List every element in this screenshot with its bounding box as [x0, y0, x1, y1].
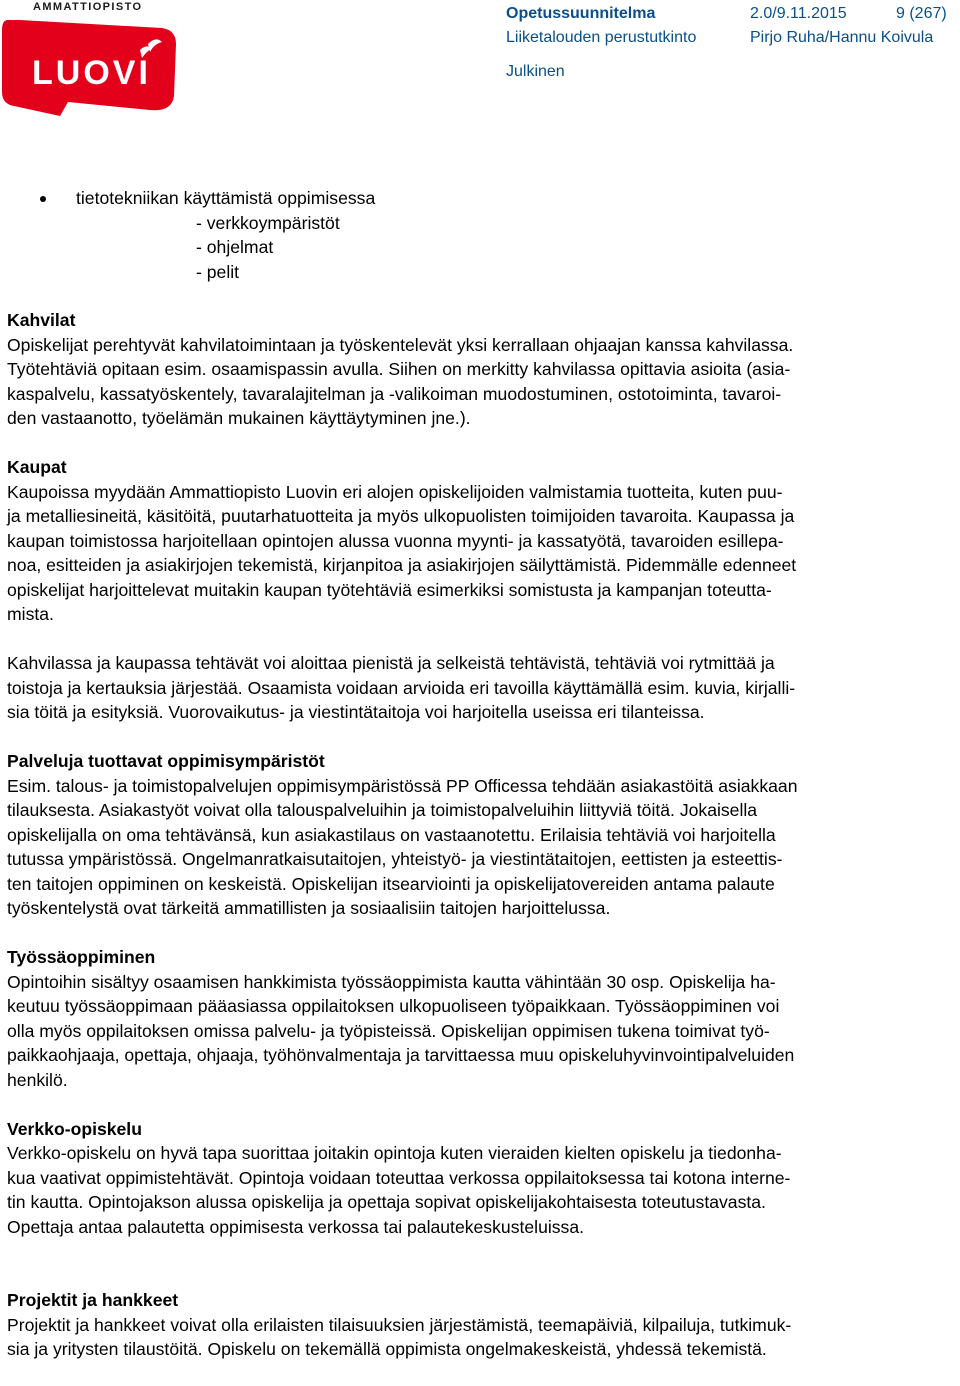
section-heading: Projektit ja hankkeet	[7, 1290, 179, 1310]
section-palveluja	[7, 749, 957, 921]
document-body	[7, 186, 957, 1386]
doc-title: Opetussuunnitelma	[506, 5, 656, 22]
paragraph-line: henkilö.	[7, 1069, 68, 1090]
doc-classification: Julkinen	[506, 63, 565, 80]
paragraph-line: työskentelystä ovat tärkeitä ammatillisten ja sosiaalisiin taitojen harjoittelussa.	[7, 898, 611, 918]
paragraph-line: olla myös oppilaitoksen omissa palvelu- ja työpisteissä. Opiskelijan oppimisen tukena toimivat työ-	[7, 1020, 770, 1041]
header-row-1	[506, 2, 956, 26]
spacer	[7, 1264, 957, 1289]
paragraph-line: kua vaativat oppimistehtävät. Opintoja voidaan toteuttaa verkossa oppilaitoksessa tai kotona interne-	[7, 1167, 791, 1188]
section-kaupat	[7, 455, 957, 627]
paragraph-line: Esim. talous- ja toimistopalvelujen oppimisympäristössä PP Officessa tehdään asiakastöitä asiakkaan	[7, 775, 798, 796]
paragraph-line: sia ja yritysten tilaustöitä. Opiskelu on tekemällä oppimista ongelmakeskeistä, yhdessä tekemistä.	[7, 1339, 767, 1359]
bullet-sub-item: - verkkoympäristöt	[196, 212, 340, 233]
section-heading: Työssäoppiminen	[7, 947, 156, 967]
section-summary-paragraph	[7, 651, 957, 725]
paragraph-line: tin kautta. Opintojakson alussa opiskelija ja opettaja sopivat opiskelijakohtaisesta toteutustavasta.	[7, 1192, 766, 1212]
section-tyossaoppiminen	[7, 945, 957, 1092]
logo-top-text: AMMATTIOPISTO	[33, 1, 143, 13]
page-number: 9 (267)	[896, 5, 947, 22]
paragraph-line: Työtehtäviä opitaan esim. osaamispassin avulla. Siihen on merkitty kahvilassa opittavia asioita (asia-	[7, 359, 791, 379]
paragraph-line: tilauksesta. Asiakastyöt voivat olla talouspalveluihin ja toimistopalveluihin liittyviä töitä. Jokaisella	[7, 800, 758, 820]
section-projektit	[7, 1288, 957, 1362]
paragraph-line: toistoja ja kertauksia järjestää. Osaamista voidaan arvioida eri tavoilla käyttämällä esim. kuvia, kirjalli-	[7, 677, 796, 698]
luovi-logo	[0, 0, 180, 118]
paragraph-line: Verkko-opiskelu on hyvä tapa suorittaa joitakin opintoja kuten vieraiden kielten opiskelu ja tiedonha-	[7, 1143, 782, 1163]
document-header	[506, 2, 956, 80]
paragraph-line: kaspalvelu, kassatyöskentely, tavaralajitelman ja -valikoiman muodostuminen, ostotoiminta, tavaroi-	[7, 383, 782, 404]
section-heading: Kaupat	[7, 457, 67, 477]
paragraph-line: paikkaohjaaja, opettaja, ohjaaja, työhönvalmentaja ja tarvittaessa muu opiskeluhyvinvointipalveluiden	[7, 1045, 795, 1065]
section-heading: Palveluja tuottavat oppimisympäristöt	[7, 751, 325, 771]
luovi-logo-graphic	[0, 0, 180, 118]
bullet-sub-item: - ohjelmat	[196, 237, 274, 257]
doc-authors: Pirjo Ruha/Hannu Koivula	[750, 29, 934, 46]
bullet-sub-item: - pelit	[196, 261, 240, 282]
paragraph-line: keutuu työssäoppimaan pääasiassa oppilaitoksen ulkopuoliseen työpaikkaan. Työssäoppiminen voi	[7, 996, 780, 1016]
logo-name-text: LUOVI	[32, 54, 151, 92]
paragraph-line: Opettaja antaa palautetta oppimisesta verkossa tai palautekeskusteluissa.	[7, 1216, 585, 1237]
doc-version: 2.0/9.11.2015	[750, 5, 847, 22]
paragraph-line: den vastaanotto, työelämän mukainen käyttäytyminen jne.).	[7, 408, 471, 428]
paragraph-line: ten taitojen oppiminen on keskeistä. Opiskelijan itsearviointi ja opiskelijatovereiden antama palaute	[7, 873, 775, 894]
doc-subtitle: Liiketalouden perustutkinto	[506, 29, 697, 46]
section-kahvilat	[7, 308, 957, 431]
bullet-main-text: tietotekniikan käyttämistä oppimisessa	[76, 188, 376, 208]
bullet-dot-icon	[40, 196, 46, 202]
paragraph-line: opiskelijalla on oma tehtävänsä, kun asiakastilaus on vastaanotettu. Erilaisia tehtäviä voi harjoitella	[7, 824, 776, 845]
header-row-2	[506, 26, 956, 50]
section-heading: Verkko-opiskelu	[7, 1118, 142, 1139]
paragraph-line: mista.	[7, 604, 54, 624]
paragraph-line: tutussa ympäristössä. Ongelmanratkaisutaitojen, yhteistyö- ja viestintätaitojen, eettisten ja esteettis-	[7, 849, 783, 869]
paragraph-line: noa, esitteiden ja asiakirjojen tekemistä, kirjanpitoa ja asiakirjojen säilyttämistä. Pidemmälle edenneet	[7, 555, 797, 575]
paragraph-line: ja metalliesineitä, käsitöitä, puutarhatuotteita ja myös ulkopuolisten toimijoiden tavaroita. Kaupassa ja	[7, 506, 795, 526]
paragraph-line: Kaupoissa myydään Ammattiopisto Luovin eri alojen opiskelijoiden valmistamia tuotteita, kuten puu-	[7, 481, 783, 502]
section-heading: Kahvilat	[7, 310, 76, 330]
paragraph-line: Opiskelijat perehtyvät kahvilatoimintaan ja työskentelevät yksi kerrallaan ohjaajan kanssa kahvilassa.	[7, 334, 794, 355]
paragraph-line: kaupan toimistossa harjoitellaan opintojen alussa vuonna myynti- ja kassatyötä, tavaroiden esillepa-	[7, 530, 784, 551]
paragraph-line: Projektit ja hankkeet voivat olla erilaisten tilaisuuksien järjestämistä, teemapäiviä, kilpailuja, tutkimuk-	[7, 1314, 792, 1335]
paragraph-line: Kahvilassa ja kaupassa tehtävät voi aloittaa pienistä ja selkeistä tehtävistä, tehtäviä voi rytmittää ja	[7, 653, 775, 673]
bullet-list-item	[7, 186, 957, 284]
section-verkko-opiskelu	[7, 1117, 957, 1240]
paragraph-line: Opintoihin sisältyy osaamisen hankkimista työssäoppimista kautta vähintään 30 osp. Opiskelija ha-	[7, 971, 776, 992]
paragraph-line: opiskelijat harjoittelevat muitakin kaupan työtehtäviä esimerkiksi somistusta ja kampanjan toteutta-	[7, 579, 772, 600]
paragraph-line: sia töitä ja esityksiä. Vuorovaikutus- ja viestintätaitoja voi harjoitella useissa eri tilanteissa.	[7, 702, 705, 722]
